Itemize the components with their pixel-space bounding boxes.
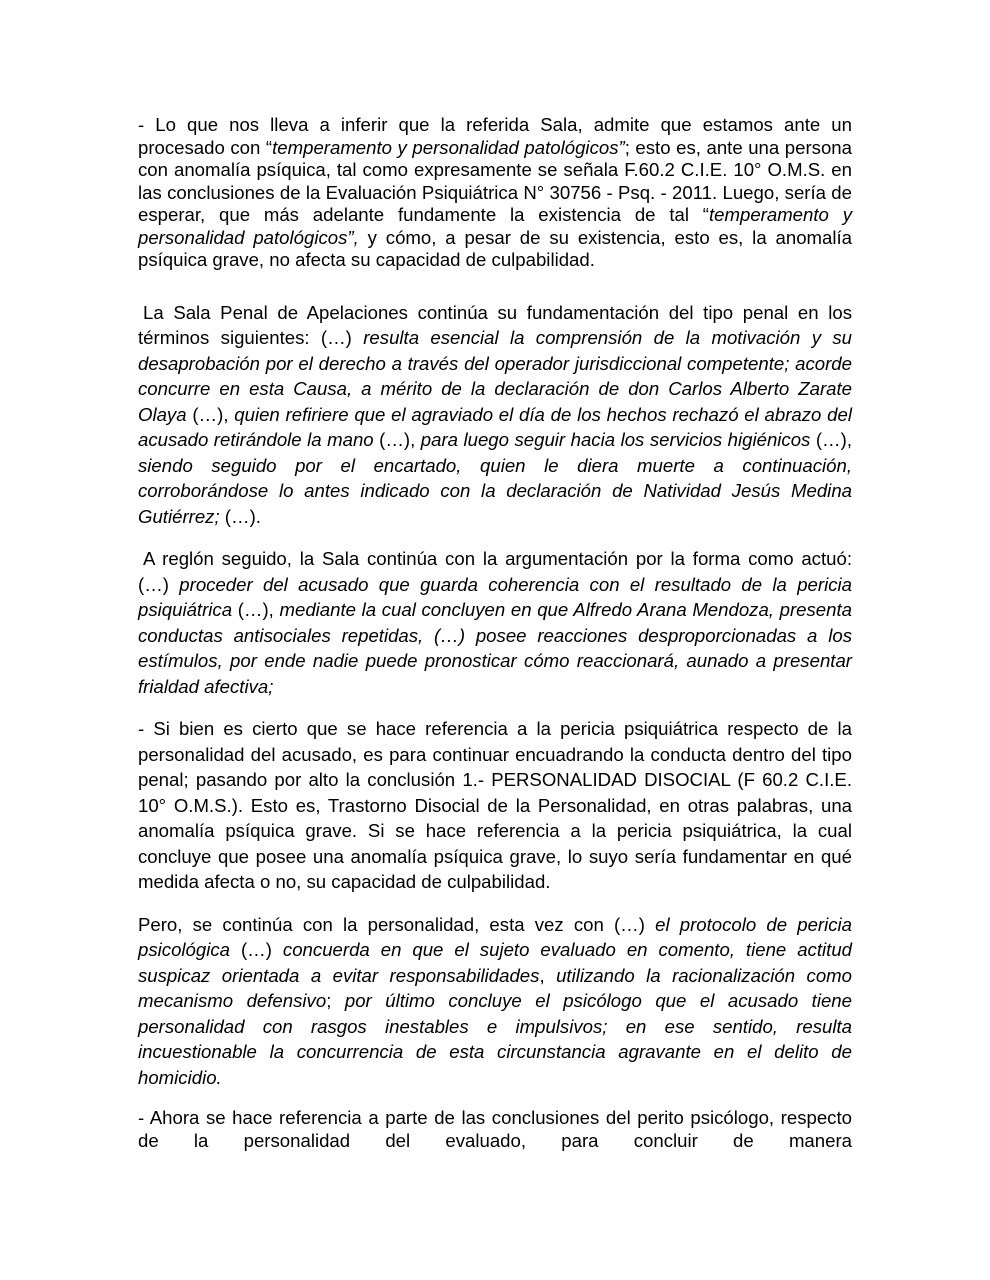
paragraph-4 — [138, 716, 852, 895]
text-segment: , — [539, 964, 557, 986]
text-segment: - Ahora se hace referencia a parte de las conclusiones del perito psicólogo, respecto de la personalidad del evaluado, para concluir de manera — [138, 1107, 852, 1151]
text-segment: (…), — [186, 403, 235, 425]
italic-quote: el protocolo de pericia psicológica — [138, 913, 853, 960]
text-segment: (…) — [230, 939, 283, 960]
text-segment: - Lo que nos lleva a inferir que la referida Sala, admite que estamos ante un procesado con “ — [138, 114, 852, 158]
paragraph-6 — [138, 1107, 852, 1152]
italic-quote: para luego seguir hacia los servicios higiénicos — [420, 429, 811, 450]
document-page — [138, 114, 852, 1152]
paragraph-1 — [138, 114, 852, 272]
text-segment: y cómo, a pesar de su existencia, esto es, la anomalía psíquica grave, no afecta su capacidad de culpabilidad. — [138, 226, 853, 270]
italic-quote: temperamento y personalidad patológicos”, — [138, 204, 852, 248]
italic-quote: resulta esencial la comprensión de la motivación y su desaprobación por el derecho a través del operador jurisdiccional competente; acorde concurre en esta Causa, a mérito de la declaración de don Carlos Alberto Zarate Olaya — [138, 327, 852, 425]
text-segment: La Sala Penal de Apelaciones continúa su fundamentación del tipo penal en los términos siguientes: (…) — [138, 301, 852, 348]
text-segment: ; esto es, ante una persona con anomalía psíquica, tal como expresamente se señala F.60.2 C.I.E. 10° O.M.S. en las conclusiones de la Evaluación Psiquiátrica N° 30756 - Psq. - 2011. Luego, sería de esperar, que más adelante fundamente la existencia de tal “ — [138, 136, 852, 225]
text-segment: A reglón seguido, la Sala continúa con la argumentación por la forma como actuó: (…) — [138, 548, 852, 595]
text-segment: Pero, se continúa con la personalidad, esta vez con (…) — [138, 913, 656, 935]
italic-quote: por último concluye el psicólogo que el acusado tiene personalidad con rasgos inestables e impulsivos; en ese sentido, resulta incuestionable la concurrencia de esta circunstancia agravante en el delito de homicidio. — [138, 990, 852, 1088]
paragraph-5 — [138, 912, 852, 1091]
italic-quote: concuerda en que el sujeto evaluado en comento, tiene actitud suspicaz orientada a evitar responsabilidades — [138, 939, 853, 986]
italic-quote: temperamento y personalidad patológicos” — [272, 136, 625, 158]
text-segment: (…). — [219, 505, 261, 527]
italic-quote: siendo seguido por el encartado, quien le diera muerte a continuación, corroborándose lo antes indicado con la declaración de Natividad Jesús Medina Gutiérrez; — [138, 454, 852, 527]
italic-quote: proceder del acusado que guarda coherencia con el resultado de la pericia psiquiátrica — [138, 573, 852, 620]
text-segment: - Si bien es cierto que se hace referencia a la pericia psiquiátrica respecto de la personalidad del acusado, es para continuar encuadrando la conducta dentro del tipo penal; pasando por alto la conclusión 1.- PERSONALIDAD DISOCIAL (F 60.2 C.I.E. 10° O.M.S.). Esto es, Trastorno Disocial de la Personalidad, en otras palabras, una anomalía psíquica grave. Si se hace referencia a la pericia psiquiátrica, la cual concluye que posee una anomalía psíquica grave, lo suyo sería fundamentar en qué medida afecta o no, su capacidad de culpabilidad. — [138, 718, 852, 892]
text-segment: (…), — [232, 599, 280, 620]
paragraph-3 — [138, 546, 852, 699]
text-segment: (…), — [373, 429, 421, 450]
italic-quote: quien refiriere que el agraviado el día de los hechos rechazó el abrazo del acusado retirándole la mano — [138, 403, 852, 450]
text-segment: (…), — [810, 429, 852, 450]
text-segment: ; — [326, 990, 345, 1011]
italic-quote: mediante la cual concluyen en que Alfredo Arana Mendoza, presenta conductas antisociales repetidas, (…) posee reacciones desproporcionadas a los estímulos, por ende nadie puede pronosticar cómo reaccionará, aunado a presentar frialdad afectiva; — [138, 599, 852, 697]
italic-quote: utilizando la racionalización como mecanismo defensivo — [138, 964, 852, 1011]
paragraph-2 — [138, 300, 852, 530]
